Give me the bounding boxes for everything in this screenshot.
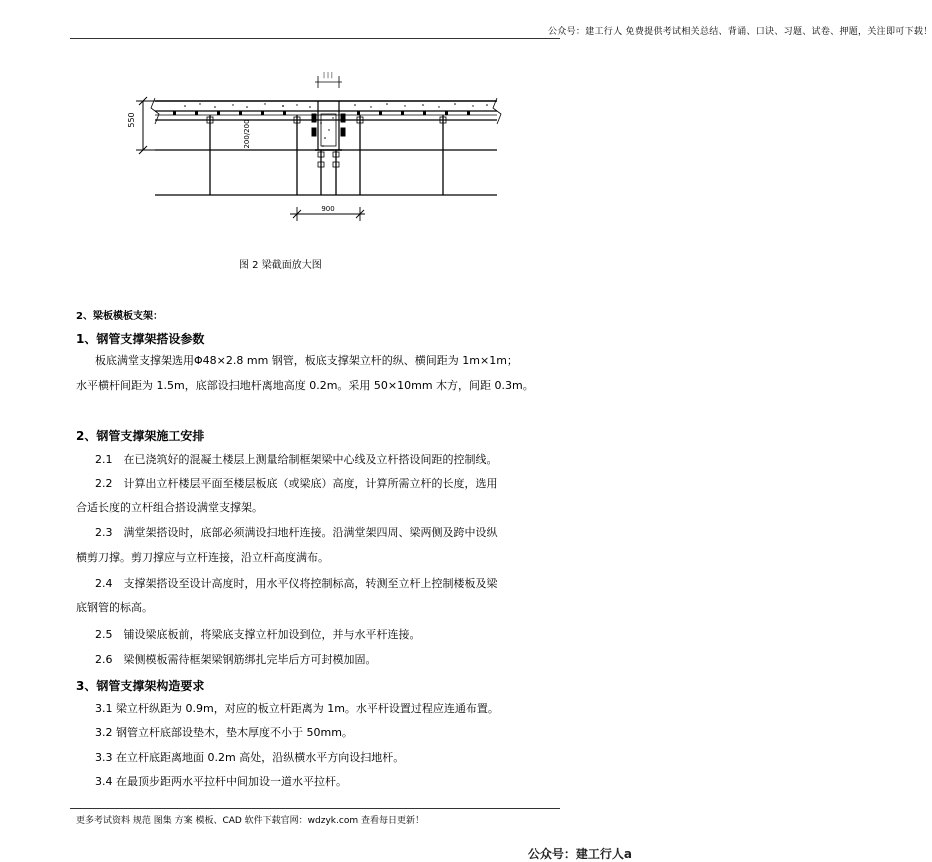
s1-para-line2: 水平横杆间距为 1.5m，底部设扫地杆离地高度 0.2m。采用 50×10mm 木方，间距 0.3m。 bbox=[76, 379, 534, 392]
dim-550-label: 550 bbox=[127, 112, 136, 128]
heading-3: 3、钢管支撑架构造要求 bbox=[76, 679, 205, 693]
item-2-5: 2.5 铺设梁底板前，将梁底支撑立杆加设到位，并与水平杆连接。 bbox=[95, 628, 421, 641]
item-2-2-line1: 2.2 计算出立杆楼层平面至楼层板底（或梁底）高度，计算所需立杆的长度，选用 bbox=[95, 477, 498, 490]
ledgers bbox=[155, 120, 497, 195]
s1-para-line1: 板底满堂支撑架选用Φ48×2.8 mm 钢管，板底支撑架立杆的纵、横间距为 1m×1m； bbox=[95, 354, 518, 367]
item-2-4-line2: 底钢管的标高。 bbox=[76, 601, 153, 614]
footer-note: 更多考试资料 规范 图集 方案 模板、CAD 软件下载官网：wdzyk.com 查看每日更新！ bbox=[76, 816, 424, 826]
heading-1: 1、钢管支撑架搭设参数 bbox=[76, 332, 205, 346]
item-2-3-line1: 2.3 满堂架搭设时，底部必须满设扫地杆连接。沿满堂架四周、梁两侧及跨中设纵 bbox=[95, 526, 498, 539]
slab-dim-label: 200/200 bbox=[243, 119, 251, 149]
item-2-6: 2.6 梁侧模板需待框架梁钢筋绑扎完毕后方可封模加固。 bbox=[95, 653, 377, 666]
dim-900-label: 900 bbox=[321, 205, 335, 213]
header-note: 公众号：建工行人 免费提供考试相关总结、背诵、口诀、习题、试卷、押题，关注即可下载！ bbox=[548, 27, 932, 37]
item-2-2-line2: 合适长度的立杆组合搭设满堂支撑架。 bbox=[76, 501, 263, 514]
footer-divider bbox=[70, 808, 560, 809]
item-2-1: 2.1 在已浇筑好的混凝土楼层上测量给制框架梁中心线及立杆搭设间距的控制线。 bbox=[95, 453, 498, 466]
item-2-4-line1: 2.4 支撑架搭设至设计高度时，用水平仪将控制标高，转测至立杆上控制楼板及梁 bbox=[95, 577, 498, 590]
item-2-3-line2: 横剪刀撑。剪刀撑应与立杆连接，沿立杆高度满布。 bbox=[76, 551, 329, 564]
item-3-1: 3.1 梁立杆纵距为 0.9m，对应的板立杆距离为 1m。水平杆设置过程应连通布置。 bbox=[95, 702, 499, 715]
section-2-title: 2、梁板模板支架： bbox=[76, 311, 163, 322]
heading-2: 2、钢管支撑架施工安排 bbox=[76, 429, 205, 443]
item-3-2: 3.2 钢管立杆底部设垫木，垫木厚度不小于 50mm。 bbox=[95, 726, 353, 739]
beam-side-forms bbox=[312, 114, 345, 136]
watermark: 公众号：建工行人a bbox=[527, 847, 632, 861]
item-3-4: 3.4 在最顶步距两水平拉杆中间加设一道水平拉杆。 bbox=[95, 775, 347, 788]
figure-caption: 图 2 梁截面放大图 bbox=[239, 260, 322, 271]
beam bbox=[315, 101, 342, 150]
header-divider bbox=[70, 38, 560, 39]
beam-section-diagram bbox=[125, 68, 515, 228]
top-dim-label: | | | bbox=[323, 72, 333, 79]
item-3-3: 3.3 在立杆底距离地面 0.2m 高处，沿纵横水平方向设扫地杆。 bbox=[95, 751, 405, 764]
